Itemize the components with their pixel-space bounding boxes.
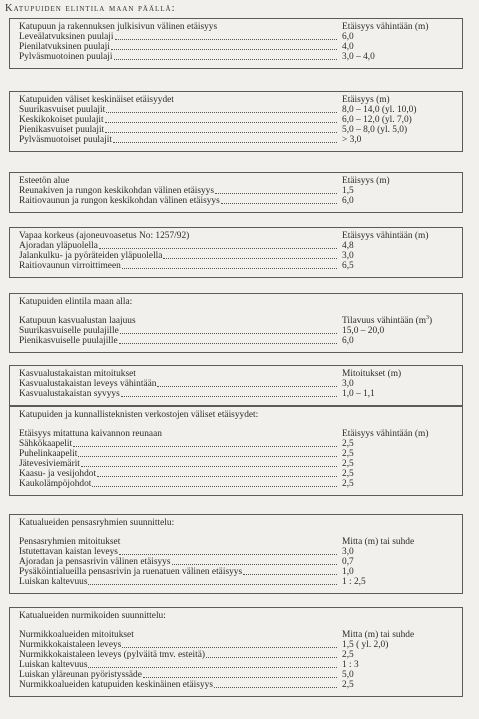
data-row: [19, 650, 454, 660]
row-value: [338, 389, 454, 399]
dot-leader: [119, 552, 337, 555]
value-text: 1,0: [342, 567, 354, 577]
row-value: [338, 459, 454, 469]
dot-leader: [206, 655, 337, 658]
section-box: [9, 406, 463, 496]
value-text: 1,5: [342, 186, 354, 196]
section-header-row: [19, 630, 454, 640]
data-row: [19, 577, 454, 587]
row-value: [338, 567, 454, 577]
data-row: [19, 567, 454, 577]
section-box: [9, 365, 463, 406]
section-heading: Katupuun kasvualustan laajuus: [19, 316, 136, 326]
section-header-row: [19, 22, 454, 32]
section-header-row: [19, 537, 454, 547]
data-row: [19, 670, 454, 680]
column-heading: [338, 630, 454, 640]
data-row: [19, 105, 454, 115]
value-text: 2,5: [342, 479, 354, 489]
row-label: Pysäköintialueilla pensasrivin ja ruenatuen välinen etäisyys: [19, 567, 243, 577]
value-text: 2,5: [342, 650, 354, 660]
section-header-row: [19, 429, 454, 439]
section-heading: Katupuun ja rakennuksen julkisivun välinen etäisyys: [19, 22, 218, 32]
value-text: 3,0: [342, 547, 354, 557]
value-text: 6,0: [342, 336, 354, 346]
section-heading: Nurmikkoalueiden mitoitukset: [19, 630, 134, 640]
row-label: Ajoradan yläpuolella: [19, 241, 98, 251]
data-row: [19, 125, 454, 135]
data-row: [19, 640, 454, 650]
data-row: [19, 459, 454, 469]
value-text: 2,5: [342, 449, 354, 459]
data-row: [19, 547, 454, 557]
data-row: [19, 251, 454, 261]
data-row: [19, 660, 454, 670]
value-text: 5,0 – 8,0 (yl. 5,0): [342, 125, 408, 135]
value-text: > 3,0: [342, 135, 362, 145]
dot-leader: [105, 130, 337, 133]
column-heading: [338, 176, 454, 186]
row-label: Luiskan yläreunan pyöristyssäde: [19, 670, 142, 680]
value-text: 15,0 – 20,0: [342, 326, 385, 336]
section-box: [9, 91, 463, 152]
dot-leader: [215, 191, 337, 194]
value-text: 3,0 – 4,0: [342, 52, 375, 62]
value-text: 2,5: [342, 439, 354, 449]
row-value: [338, 547, 454, 557]
row-label: Pienilatvuksinen puulaji: [19, 42, 110, 52]
row-label: Pylväsmuotoinen puulaji: [19, 52, 113, 62]
section-header-row: [19, 231, 454, 241]
row-value: [338, 42, 454, 52]
dot-leader: [121, 394, 337, 397]
dot-leader: [143, 675, 337, 678]
column-heading: [338, 95, 454, 105]
row-value: [338, 439, 454, 449]
row-value: [338, 479, 454, 489]
dot-leader: [88, 665, 337, 668]
row-label: Kasvualustakaistan leveys vähintään: [19, 379, 157, 389]
dot-leader: [221, 201, 337, 204]
section-box: [9, 607, 463, 697]
data-row: [19, 479, 454, 489]
dot-leader: [214, 685, 337, 688]
dot-leader: [106, 110, 337, 113]
value-text: 3,0: [342, 251, 354, 261]
row-label: Pienikasvuiselle puulajille: [19, 336, 118, 346]
row-label: Nurmikkokaistaleen leveys (pylväitä tmv. esteitä): [19, 650, 206, 660]
row-value: [338, 261, 454, 271]
section-heading: Katupuiden väliset keskinäiset etäisyydet: [19, 95, 174, 105]
data-row: [19, 115, 454, 125]
value-text: Mitta (m) tai suhde: [342, 630, 415, 640]
dot-leader: [172, 562, 337, 565]
data-row: [19, 680, 454, 690]
row-label: Raitiovaunun virroittimeen: [19, 261, 121, 271]
row-label: Puhelinkaapelit: [19, 449, 78, 459]
page-title: Katupuiden elintila maan päällä:: [5, 3, 176, 14]
row-value: [338, 557, 454, 567]
row-label: Sähkökaapelit: [19, 439, 73, 449]
row-value: [338, 251, 454, 261]
row-label: Leveälatvuksinen puulaji: [19, 32, 114, 42]
row-value: [338, 32, 454, 42]
row-label: Raitiovaunun ja rungon keskikohdan välinen etäisyys: [19, 196, 220, 206]
dot-leader: [163, 256, 337, 259]
dot-leader: [120, 331, 337, 334]
row-value: [338, 115, 454, 125]
row-value: [338, 670, 454, 680]
value-text: 1 : 3: [342, 660, 359, 670]
row-label: Kasvualustakaistan syvyys: [19, 389, 120, 399]
section-box: [9, 227, 463, 278]
value-text: Etäisyys (m): [342, 176, 390, 186]
value-text: 6,0: [342, 196, 354, 206]
section-heading: Kasvualustakaistan mitoitukset: [19, 369, 136, 379]
section-intro: Katupuiden ja kunnallisteknisten verkostojen väliset etäisyydet:: [19, 410, 259, 420]
dot-leader: [105, 120, 337, 123]
value-text: 2,5: [342, 469, 354, 479]
row-label: Istutettavan kaistan leveys: [19, 547, 118, 557]
row-label: Nurmikkoalueiden katupuiden keskinäinen etäisyys: [19, 680, 213, 690]
data-row: [19, 469, 454, 479]
row-value: [338, 449, 454, 459]
row-label: Keskikokoiset puulajit: [19, 115, 104, 125]
row-label: Luiskan kaltevuus: [19, 660, 88, 670]
row-label: Suurikasvuiset puulajit: [19, 105, 106, 115]
row-label: Suurikasvuiselle puulajille: [19, 326, 119, 336]
dot-leader: [97, 474, 337, 477]
section-heading: Esteetön alue: [19, 176, 70, 186]
column-heading: [338, 231, 454, 241]
row-value: [338, 326, 454, 336]
data-row: [19, 336, 454, 346]
value-text: 4,8: [342, 241, 354, 251]
dot-leader: [99, 246, 337, 249]
section-box: [9, 293, 463, 353]
column-heading: [338, 369, 454, 379]
row-value: [338, 379, 454, 389]
section-box: [9, 514, 463, 594]
row-label: Luiskan kaltevuus: [19, 577, 88, 587]
row-value: [338, 577, 454, 587]
row-value: [338, 469, 454, 479]
value-text: 1,5 ( yl. 2,0): [342, 640, 389, 650]
row-value: [338, 105, 454, 115]
section-heading: Pensasryhmien mitoitukset: [19, 537, 121, 547]
row-value: [338, 52, 454, 62]
value-text: 1,0 – 1,1: [342, 389, 375, 399]
section-intro: Katupuiden elintila maan alla:: [19, 297, 133, 307]
row-value: [338, 125, 454, 135]
section-header-row: [19, 369, 454, 379]
value-text: 3,0: [342, 379, 354, 389]
value-text: 6,0 – 12,0 (yl. 7,0): [342, 115, 412, 125]
value-end: ): [429, 316, 433, 326]
section-heading: Vapaa korkeus (ajoneuvoasetus No: 1257/92): [19, 231, 190, 241]
data-row: [19, 449, 454, 459]
data-row: [19, 389, 454, 399]
data-row: [19, 261, 454, 271]
dot-leader: [243, 572, 337, 575]
section-box: [9, 172, 463, 213]
row-value: [338, 336, 454, 346]
section-intro: Katualueiden nurmikoiden suunnittelu:: [19, 611, 166, 621]
section-heading: Etäisyys mitattuna kaivannon reunaan: [19, 429, 162, 439]
data-row: [19, 42, 454, 52]
dot-leader: [111, 47, 337, 50]
row-value: [338, 196, 454, 206]
row-label: Kaukolämpöjohdot: [19, 479, 92, 489]
dot-leader: [78, 454, 337, 457]
section-intro: Katualueiden pensasryhmien suunnittelu:: [19, 518, 175, 528]
data-row: [19, 557, 454, 567]
data-row: [19, 52, 454, 62]
value-text: Etäisyys vähintään (m): [342, 429, 429, 439]
data-row: [19, 379, 454, 389]
dot-leader: [122, 645, 337, 648]
row-label: Nurmikkokaistaleen leveys: [19, 640, 122, 650]
row-label: Ajoradan ja pensasrivin välinen etäisyys: [19, 557, 171, 567]
data-row: [19, 196, 454, 206]
dot-leader: [92, 484, 337, 487]
data-row: [19, 186, 454, 196]
section-header-row: [19, 316, 454, 326]
section-header-row: [19, 176, 454, 186]
data-row: [19, 439, 454, 449]
data-row: [19, 326, 454, 336]
value-text: 0,7: [342, 557, 354, 567]
row-label: Kaasu- ja vesijohdot: [19, 469, 97, 479]
dot-leader: [88, 582, 337, 585]
row-label: Pienikasvuiset puulajit: [19, 125, 105, 135]
value-text: Tilavuus vähintään (m: [342, 316, 427, 326]
unit-superscript: 3: [426, 314, 430, 321]
section-box: [9, 18, 463, 69]
column-heading: [338, 316, 454, 326]
row-label: Jätevesiviemärit: [19, 459, 80, 469]
value-text: 2,5: [342, 680, 354, 690]
row-value: [338, 660, 454, 670]
value-text: Etäisyys (m): [342, 95, 390, 105]
value-text: Etäisyys vähintään (m): [342, 22, 429, 32]
dot-leader: [81, 464, 337, 467]
dot-leader: [73, 444, 337, 447]
column-heading: [338, 429, 454, 439]
value-text: 6,5: [342, 261, 354, 271]
column-heading: [338, 22, 454, 32]
data-row: [19, 135, 454, 145]
data-row: [19, 32, 454, 42]
row-label: Pylväsmuotoiset puulajit: [19, 135, 112, 145]
value-text: 5,0: [342, 670, 354, 680]
value-text: 6,0: [342, 32, 354, 42]
dot-leader: [157, 384, 337, 387]
row-value: [338, 650, 454, 660]
value-text: 2,5: [342, 459, 354, 469]
row-label: Reunakiven ja rungon keskikohdan välinen etäisyys: [19, 186, 215, 196]
value-text: Mitta (m) tai suhde: [342, 537, 415, 547]
row-label: Jalankulku- ja pyöräteiden yläpuolella: [19, 251, 163, 261]
dot-leader: [113, 140, 337, 143]
dot-leader: [119, 341, 337, 344]
value-text: 4,0: [342, 42, 354, 52]
value-text: 8,0 – 14,0 (yl. 10,0): [342, 105, 417, 115]
dot-leader: [114, 57, 338, 60]
value-text: Mitoitukset (m): [342, 369, 402, 379]
column-heading: [338, 537, 454, 547]
row-value: [338, 135, 454, 145]
dot-leader: [122, 266, 337, 269]
row-value: [338, 640, 454, 650]
row-value: [338, 680, 454, 690]
row-value: [338, 241, 454, 251]
data-row: [19, 241, 454, 251]
dot-leader: [115, 37, 337, 40]
value-text: Etäisyys vähintään (m): [342, 231, 429, 241]
value-text: 1 : 2,5: [342, 577, 366, 587]
section-header-row: [19, 95, 454, 105]
row-value: [338, 186, 454, 196]
